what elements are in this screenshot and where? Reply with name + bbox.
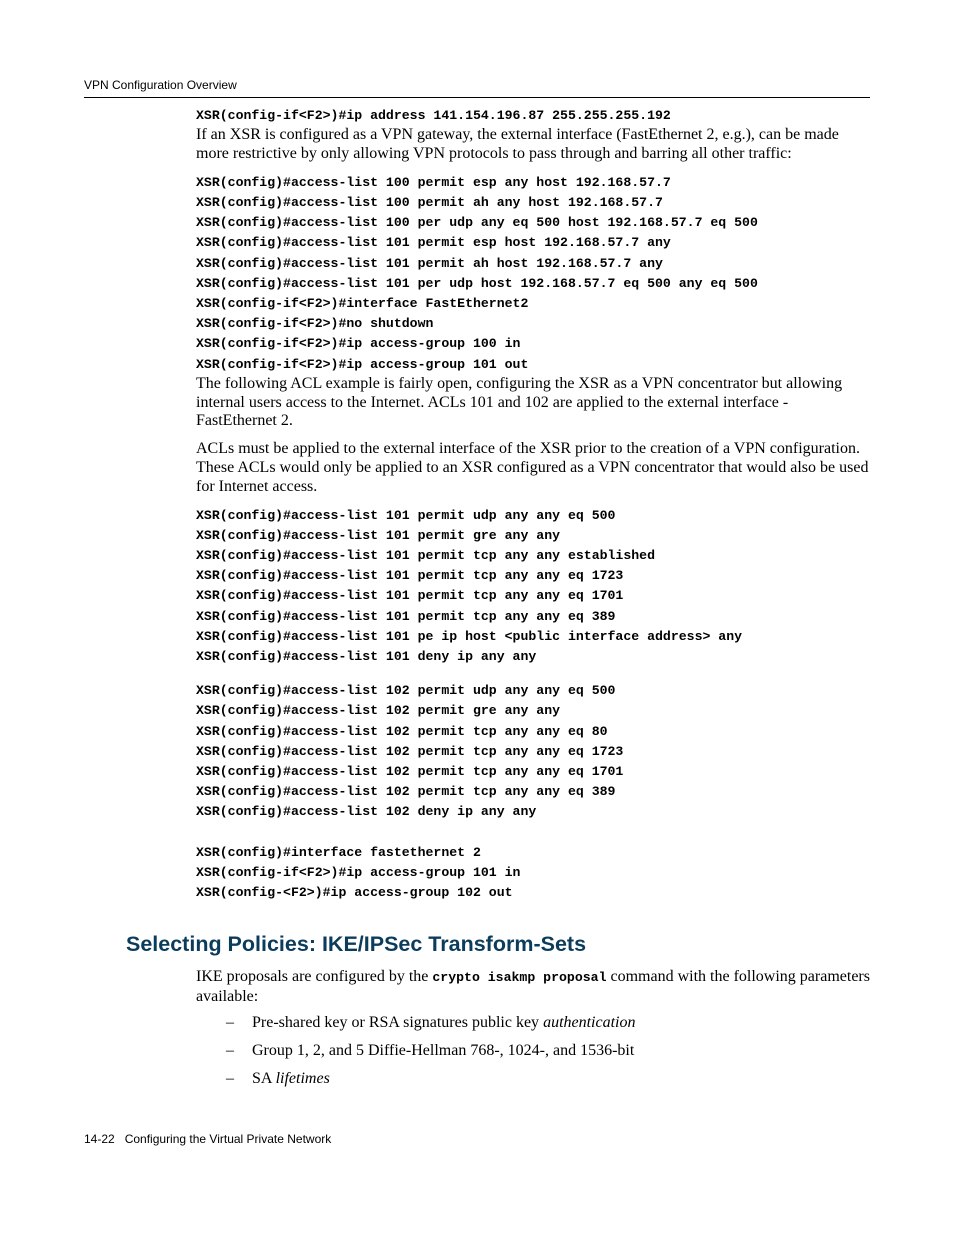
list-item-emphasis: lifetimes [275,1070,330,1087]
code-line: XSR(config)#access-list 101 permit tcp any any eq 389 [196,608,616,624]
code-line: XSR(config-if<F2>)#interface FastEthernet2 [196,296,529,312]
code-line: XSR(config)#access-list 102 permit udp any any eq 500 [196,683,616,699]
code-block-interface [196,843,872,904]
intro-text: command with the following parameters available: [196,968,870,1005]
code-line: XSR(config)#access-list 101 pe ip host <public interface address> any [196,628,743,644]
code-block-acl-102 [196,681,872,822]
section-heading: Selecting Policies: IKE/IPSec Transform-Sets [126,932,587,956]
code-line: XSR(config)#access-list 100 per udp any eq 500 host 192.168.57.7 eq 500 [196,215,758,231]
code-line: XSR(config)#access-list 101 per udp host 192.168.57.7 eq 500 any eq 500 [196,275,758,291]
code-line: XSR(config)#access-list 102 permit tcp any any eq 80 [196,723,608,739]
code-line: XSR(config)#access-list 101 permit tcp any any eq 1723 [196,568,624,584]
dash-marker: – [226,1070,234,1087]
paragraph-acl-example: The following ACL example is fairly open, configuring the XSR as a VPN concentrator but allowing internal users access to the Internet. ACLs 101 and 102 are applied to the external interface - FastEthernet 2. [196,374,843,430]
list-item-emphasis: authentication [543,1014,636,1031]
list-item-text: Group 1, 2, and 5 Diffie-Hellman 768-, 1024-, and 1536-bit [252,1042,635,1059]
code-block-acl-101 [196,506,872,668]
dash-marker: – [226,1042,234,1059]
inline-command: crypto isakmp proposal [432,970,607,985]
running-footer [84,1132,331,1146]
code-line: XSR(config)#access-list 101 permit tcp any any eq 1701 [196,588,624,604]
code-line: XSR(config-if<F2>)#ip access-group 101 in [196,864,521,880]
code-line: XSR(config)#access-list 100 permit ah any host 192.168.57.7 [196,195,663,210]
code-line: XSR(config)#access-list 102 permit gre any any [196,703,561,719]
main-content [196,106,872,903]
running-header: VPN Configuration Overview [84,78,237,92]
code-line: XSR(config-if<F2>)#ip address 141.154.196.87 255.255.255.192 [196,108,671,123]
code-line: XSR(config-if<F2>)#ip access-group 101 out [196,356,529,372]
code-line: XSR(config)#access-list 101 permit tcp any any established [196,548,655,564]
code-line: XSR(config)#access-list 101 permit gre any any [196,527,561,543]
code-line: XSR(config)#access-list 101 permit esp host 192.168.57.7 any [196,235,671,251]
code-line: XSR(config)#access-list 101 permit udp any any eq 500 [196,507,616,523]
list-item [226,1070,866,1098]
code-block-ip-address [196,106,872,126]
code-line: XSR(config)#access-list 102 permit tcp any any eq 1701 [196,764,624,780]
chapter-title: Configuring the Virtual Private Network [124,1132,332,1146]
code-line: XSR(config-if<F2>)#no shutdown [196,316,434,332]
code-line: XSR(config)#access-list 102 deny ip any any [196,804,537,820]
code-line: XSR(config)#access-list 101 permit ah host 192.168.57.7 any [196,255,663,271]
list-item [226,1014,866,1042]
code-line: XSR(config)#access-list 102 permit tcp any any eq 389 [196,784,616,800]
list-item-text: Pre-shared key or RSA signatures public key [252,1014,544,1031]
header-rule [84,97,870,98]
code-line: XSR(config)#interface fastethernet 2 [196,844,481,860]
list-item [226,1042,866,1070]
code-line: XSR(config)#access-list 101 deny ip any any [196,649,537,665]
code-block-acl-100-101 [196,173,872,375]
page-number: 14-22 [84,1132,115,1146]
list-item-text: SA [252,1070,276,1087]
paragraph-ike-proposals [196,968,872,1007]
code-line: XSR(config-<F2>)#ip access-group 102 out [196,885,513,901]
code-line: XSR(config)#access-list 100 permit esp any host 192.168.57.7 [196,174,671,190]
code-line: XSR(config-if<F2>)#ip access-group 100 in [196,336,521,352]
dash-marker: – [226,1014,234,1031]
paragraph-acl-note: ACLs must be applied to the external interface of the XSR prior to the creation of a VPN configuration. These ACLs would only be applied to an XSR configured as a VPN concentrator that would also be used for Internet access. [196,440,869,495]
parameter-list [226,1014,866,1098]
paragraph-vpn-gateway: If an XSR is configured as a VPN gateway, the external interface (FastEthernet 2, e.g.), can be made more restrictive by only allowing VPN protocols to pass through and barring all other traffic: [196,126,839,162]
code-line: XSR(config)#access-list 102 permit tcp any any eq 1723 [196,743,624,759]
intro-text: IKE proposals are configured by the [196,968,433,985]
